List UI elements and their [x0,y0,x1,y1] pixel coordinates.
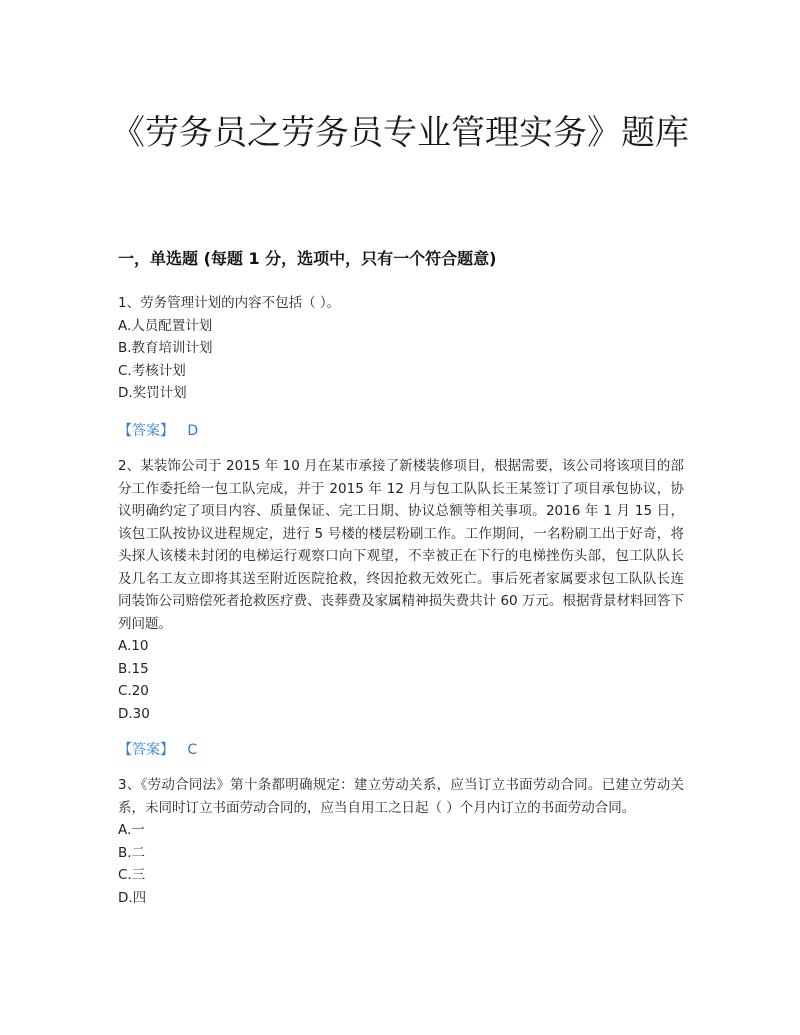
option-d: D.30 [118,705,150,722]
option-d: D.四 [118,889,147,906]
answer-1 [118,420,198,440]
question-stem: 3、《劳动合同法》第十条都明确规定：建立劳动关系，应当订立书面劳动合同。已建立劳动关系，未同时订立书面劳动合同的，应当自用工之日起（ ）个月内订立的书面劳动合同。 [118,777,684,816]
document-title: 《劳务员之劳务员专业管理实务》题库 [111,113,689,153]
answer-label: 【答案】 [118,423,174,439]
question-1 [118,292,684,405]
answer-2 [118,739,197,759]
option-a: A.人员配置计划 [118,317,213,334]
option-c: C.三 [118,867,146,883]
question-stem: 1、劳务管理计划的内容不包括（ ）。 [118,295,341,311]
question-stem: 2、某装饰公司于 2015 年 10 月在某市承接了新楼装修项目，根据需要，该公司将该项目的部分工作委托给一包工队完成，并于 2015 年 12 月与包工队队长王某签订了项目承包协议，协议明确约定了项目内容、质量保证、完工日期、协议总额等相关事项。2016 年 1 月 15 日，该包工队按协议进程规定，进行 5 号楼的楼层粉刷工作。工作期间，一名粉刷工出于好奇，将头探人该楼未封闭的电梯运行观察口向下观望，不幸被正在下行的电梯挫伤头部，包工队队长及几名工友立即将其送至附近医院抢救，终因抢救无效死亡。事后死者家属要求包工队队长连同装饰公司赔偿死者抢救医疗费、丧葬费及家属精神损失费共计 60 万元。根据背景材料回答下列问题。 [118,458,684,632]
section-heading: 一，单选题 (每题 1 分，选项中，只有一个符合题意) [118,249,497,268]
option-a: A.10 [118,638,149,654]
answer-value: C [187,742,198,758]
question-3 [118,774,684,909]
option-c: C.考核计划 [118,362,186,379]
option-b: B.15 [118,660,149,677]
answer-label: 【答案】 [118,742,174,758]
option-d: D.奖罚计划 [118,385,187,401]
option-c: C.20 [118,683,149,699]
option-b: B.教育培训计划 [118,340,213,356]
option-a: A.一 [118,822,145,838]
question-2 [118,455,684,725]
option-b: B.二 [118,844,146,861]
answer-value: D [187,423,199,439]
